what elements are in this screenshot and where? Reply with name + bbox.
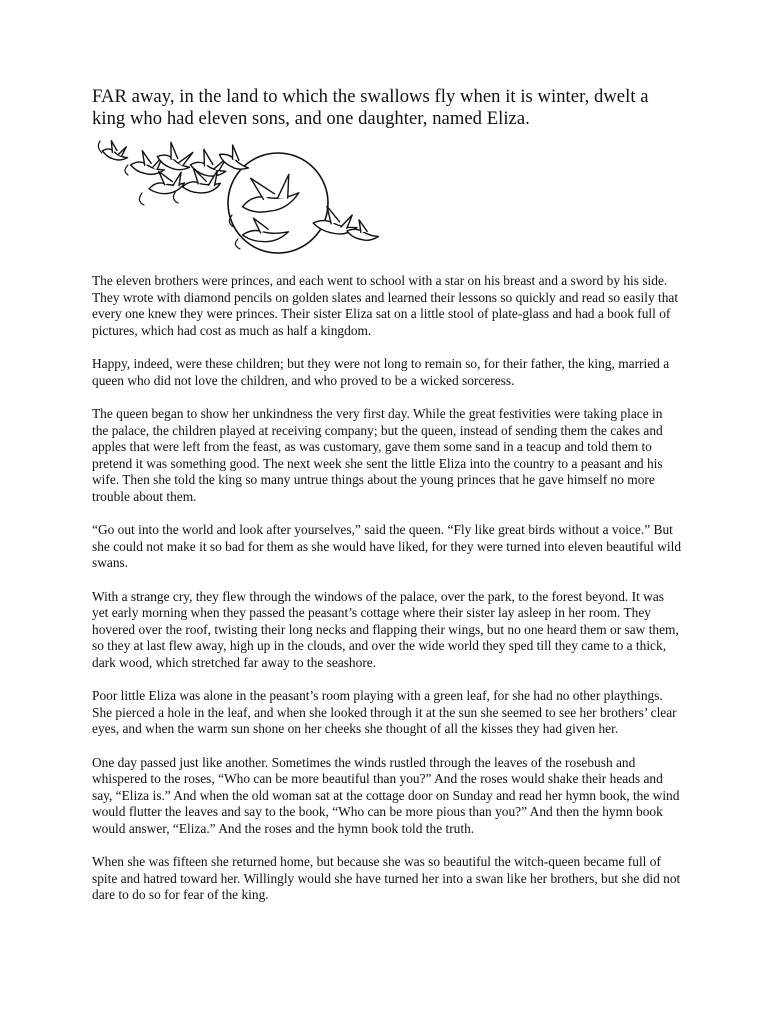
paragraph-5: With a strange cry, they flew through the windows of the palace, over the park, to the forest beyond. It was yet early morning when they passed the peasant’s cottage where their sister lay asleep in her room. They hovered over the roof, twisting their long necks and flapping their wings, but no one heard them or saw them, so they at last flew away, high up in the clouds, and over the wide world they sped till they came to a thick, dark wood, which stretched far away to the seashore. xyxy=(92,588,679,670)
paragraph-7: One day passed just like another. Sometimes the winds rustled through the leaves of the rosebush and whispered to the roses, “Who can be more beautiful than you?” And the roses would shake their heads and say, “Eliza is.” And when the old woman sat at the cottage door on Sunday and read her hymn book, the wind would flutter the leaves and say to the book, “Who can be more pious than you?” And then the hymn book would answer, “Eliza.” And the roses and the hymn book told the truth. xyxy=(92,754,680,836)
paragraph-6: Poor little Eliza was alone in the peasant’s room playing with a green leaf, for she had no other playthings. She pierced a hole in the leaf, and when she looked through it at the sun she seemed to see her brothers’ clear eyes, and when the warm sun shone on her cheeks she thought of all the kisses they had given her. xyxy=(92,688,677,736)
paragraph-1: The eleven brothers were princes, and each went to school with a star on his breast and a sword by his side. They wrote with diamond pencils on golden slates and learned their lessons so quickly and read so easily that every one knew they were princes. Their sister Eliza sat on a little stool of plate-glass and had a book full of pictures, which had cost as much as half a kingdom. xyxy=(92,273,679,338)
document-page xyxy=(92,86,682,904)
paragraph-4: “Go out into the world and look after yourselves,” said the queen. “Fly like great birds without a voice.” But she could not make it so bad for them as she would have liked, for they were turned into eleven beautiful wild swans. xyxy=(92,522,682,570)
paragraph-3: The queen began to show her unkindness the very first day. While the great festivities were taking place in the palace, the children played at receiving company; but the queen, instead of sending them the cakes and apples that were left from the feast, as was customary, gave them some sand in a teacup and told them to pretend it was something good. The next week she sent the little Eliza into the country to a peasant and his wife. Then she told the king so many untrue things about the young princes that he gave himself no more trouble about them. xyxy=(92,406,663,504)
paragraph-2: Happy, indeed, were these children; but they were not long to remain so, for their father, the king, married a queen who did not love the children, and who proved to be a wicked sorceress. xyxy=(92,356,670,388)
paragraph-8: When she was fifteen she returned home, but because she was so beautiful the witch-queen became full of spite and hatred toward her. Willingly would she have turned her into a swan like her brothers, but she did not dare to do so for fear of the king. xyxy=(92,854,681,902)
flying-swans-over-moon-icon xyxy=(92,135,384,259)
opening-paragraph: FAR away, in the land to which the swallows fly when it is winter, dwelt a king who had eleven sons, and one daughter, named Eliza. xyxy=(92,86,649,129)
